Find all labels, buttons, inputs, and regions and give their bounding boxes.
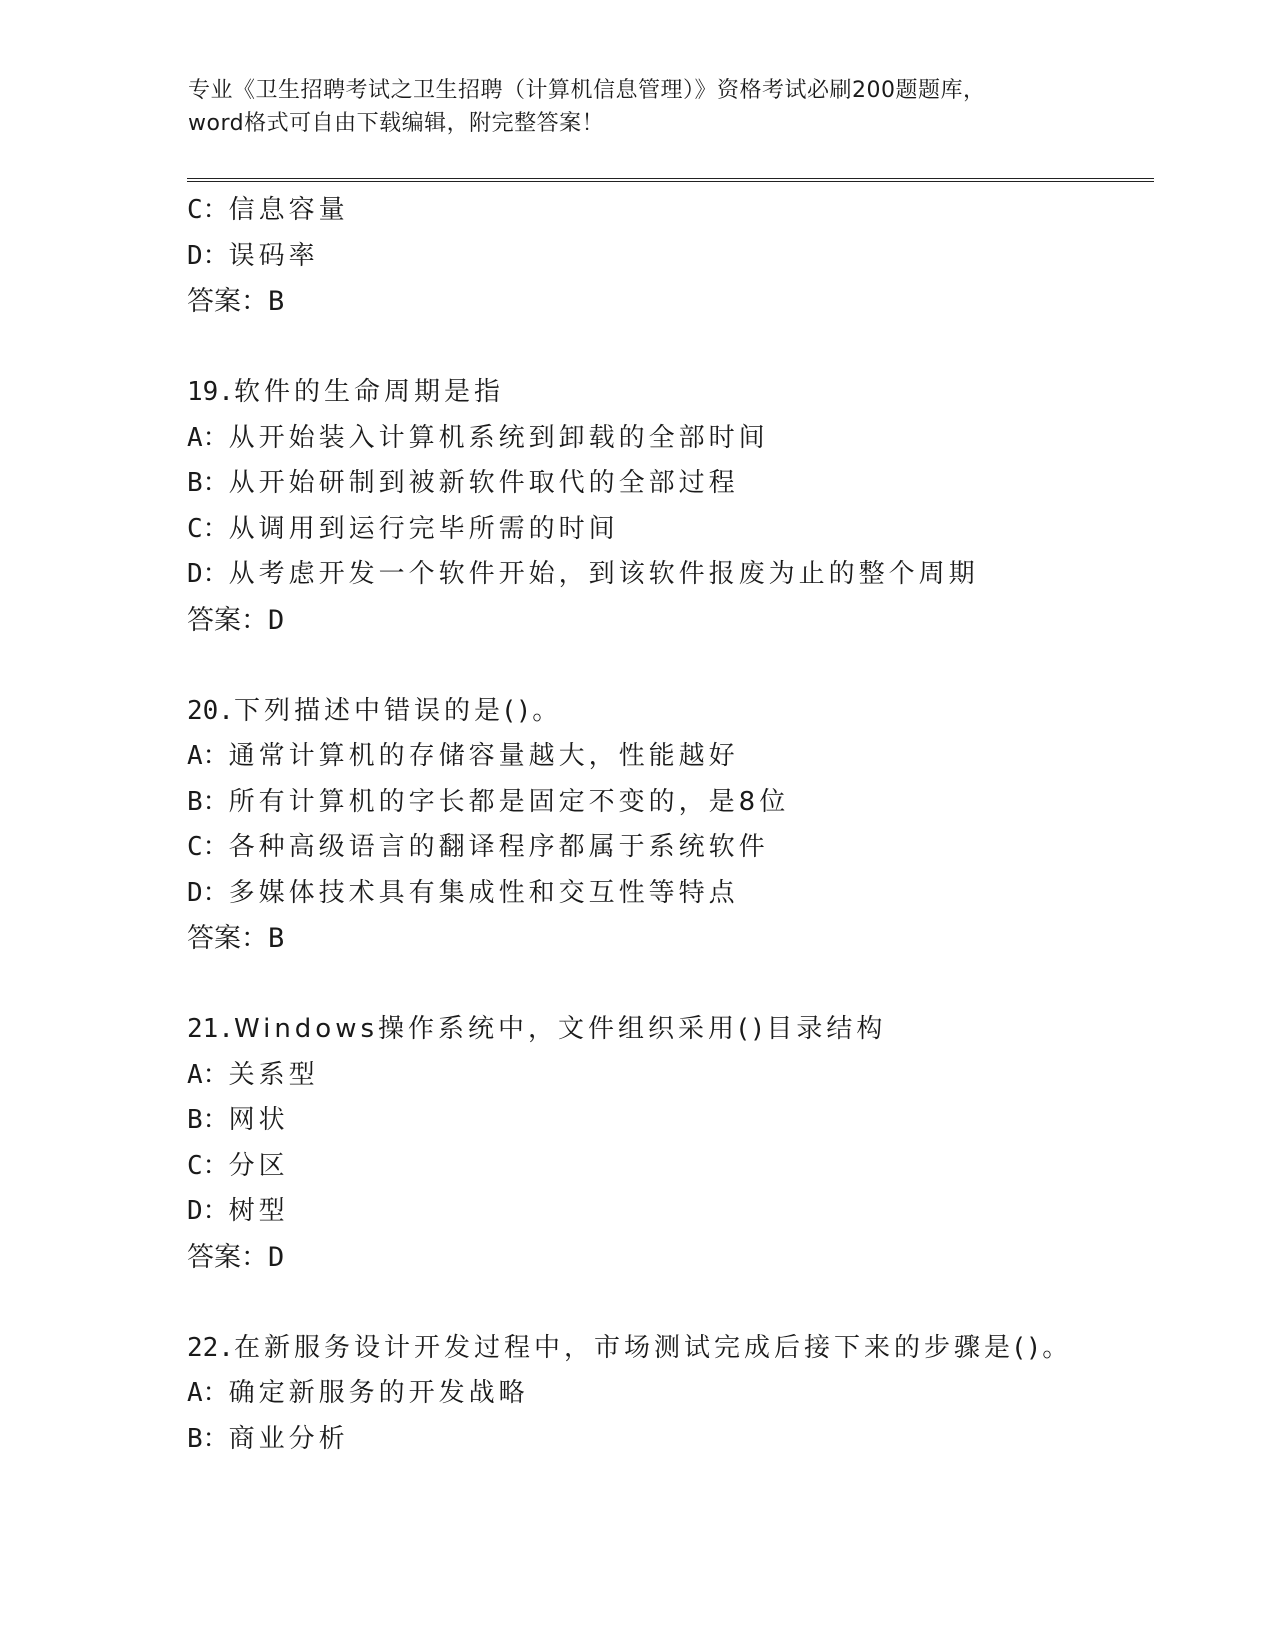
option-text: 网状 — [228, 1105, 289, 1135]
option-line — [187, 1371, 1147, 1417]
answer-value: B — [268, 286, 285, 317]
option-letter: A： — [187, 422, 229, 453]
option-letter: B： — [187, 1423, 229, 1454]
question-stem — [187, 370, 1147, 416]
option-text: 信息容量 — [228, 195, 349, 225]
option-letter: A： — [187, 741, 229, 771]
question-text: 软件的生命周期是指 — [233, 377, 504, 407]
option-text: 从调用到运行完毕所需的时间 — [228, 513, 619, 544]
option-text: 树型 — [228, 1196, 289, 1226]
question-number: 19. — [187, 377, 234, 407]
answer-label: 答案： — [187, 286, 268, 317]
header-line-1: 专业《卫生招聘考试之卫生招聘（计算机信息管理）》资格考试必刷200题题库， — [188, 78, 986, 103]
option-line — [187, 1098, 1147, 1144]
option-line — [187, 188, 1147, 234]
header-divider — [187, 178, 1154, 182]
answer-label: 答案： — [187, 1241, 268, 1273]
option-letter: A： — [187, 1059, 229, 1090]
question-text: Windows操作系统中，文件组织采用()目录结构 — [233, 1014, 887, 1044]
option-line — [187, 461, 1147, 507]
option-text: 从考虑开发一个软件开始，到该软件报废为止的整个周期 — [228, 559, 979, 589]
option-letter: D： — [187, 559, 229, 589]
option-line — [187, 1417, 1147, 1463]
question-stem — [187, 1007, 1147, 1053]
option-letter: A： — [187, 1378, 229, 1408]
option-text: 各种高级语言的翻译程序都属于系统软件 — [228, 832, 769, 862]
option-line — [187, 1144, 1147, 1190]
option-text: 商业分析 — [228, 1423, 349, 1454]
option-letter: B： — [187, 468, 229, 498]
option-letter: C： — [187, 832, 229, 862]
option-text: 分区 — [228, 1150, 289, 1181]
option-line — [187, 871, 1147, 917]
option-text: 确定新服务的开发战略 — [228, 1378, 529, 1408]
option-line — [187, 552, 1147, 598]
question-text: 在新服务设计开发过程中，市场测试完成后接下来的步骤是()。 — [233, 1332, 1073, 1363]
option-text: 从开始装入计算机系统到卸载的全部时间 — [228, 422, 769, 453]
option-text: 通常计算机的存储容量越大，性能越好 — [228, 741, 739, 771]
question-number: 21. — [187, 1014, 234, 1044]
answer-line — [187, 1235, 1147, 1281]
answer-line — [187, 598, 1147, 644]
question-number: 22. — [187, 1332, 234, 1363]
answer-value: D — [268, 1241, 285, 1273]
option-letter: D： — [187, 877, 229, 908]
option-line — [187, 507, 1147, 553]
option-line — [187, 780, 1147, 826]
document-header — [188, 74, 1088, 140]
option-letter: D： — [187, 1196, 229, 1226]
answer-line — [187, 916, 1147, 962]
question-list — [187, 188, 1147, 1462]
option-text: 误码率 — [228, 240, 319, 271]
option-letter: C： — [187, 1150, 229, 1181]
answer-value: D — [268, 604, 285, 636]
option-line — [187, 416, 1147, 462]
option-letter: B： — [187, 786, 229, 817]
answer-label: 答案： — [187, 604, 268, 636]
option-line — [187, 825, 1147, 871]
option-text: 多媒体技术具有集成性和交互性等特点 — [228, 877, 739, 908]
option-text: 从开始研制到被新软件取代的全部过程 — [228, 468, 739, 498]
question-number: 20. — [187, 695, 234, 726]
answer-line — [187, 279, 1147, 325]
option-text: 所有计算机的字长都是固定不变的，是8位 — [228, 786, 790, 817]
option-line — [187, 234, 1147, 280]
option-letter: C： — [187, 195, 229, 225]
option-text: 关系型 — [228, 1059, 319, 1090]
answer-label: 答案： — [187, 923, 268, 954]
question-stem — [187, 1326, 1147, 1372]
answer-value: B — [268, 923, 285, 954]
option-letter: B： — [187, 1105, 229, 1135]
question-stem — [187, 689, 1147, 735]
option-line — [187, 734, 1147, 780]
option-line — [187, 1053, 1147, 1099]
header-line-2: word格式可自由下载编辑，附完整答案！ — [188, 111, 605, 136]
option-line — [187, 1189, 1147, 1235]
question-text: 下列描述中错误的是()。 — [233, 695, 563, 726]
option-letter: C： — [187, 513, 229, 544]
option-letter: D： — [187, 240, 229, 271]
